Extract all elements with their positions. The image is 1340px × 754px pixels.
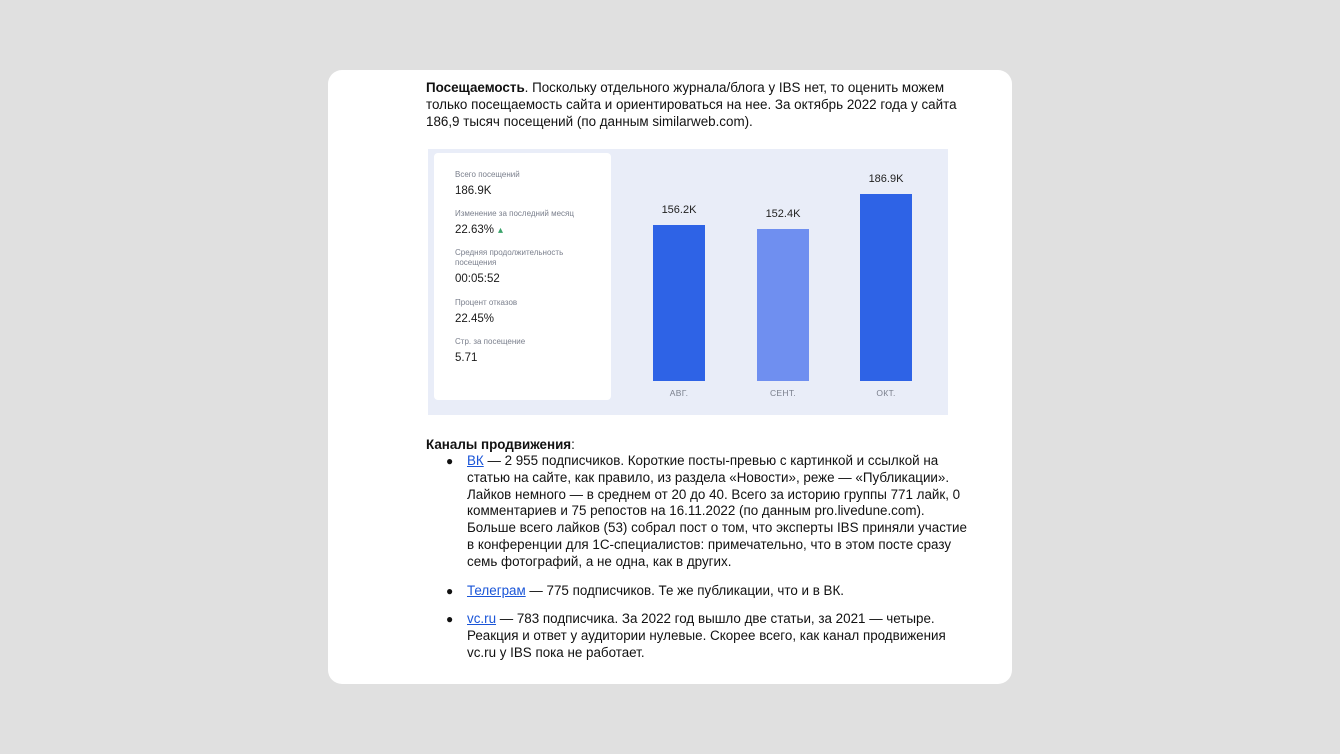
- stat-label: Средняя продолжительность посещения: [455, 248, 564, 267]
- list-item-text: — 775 подписчиков. Те же публикации, что и в ВК.: [525, 582, 845, 598]
- stat-value: 00:05:52: [455, 273, 500, 285]
- channels-list: [426, 453, 971, 674]
- vcru-link[interactable]: vc.ru: [467, 611, 497, 627]
- intro-text: . Поскольку отдельного журнала/блога у IBS нет, то оценить можем только посещаемость сайта и ориентироваться на нее. За октябрь 2022 года у сайта 186,9 тысяч посещений (по данным similarweb.com).: [426, 80, 957, 129]
- stat-label: Стр. за посещение: [455, 337, 526, 346]
- bullet-icon: ●: [446, 612, 454, 627]
- bar-value-label: 156.2K: [661, 203, 697, 216]
- vk-link[interactable]: ВК: [467, 453, 484, 468]
- stat-label: Изменение за последний месяц: [455, 209, 574, 218]
- list-item-text: — 783 подписчика. За 2022 год вышло две статьи, за 2021 — четыре. Реакция и ответ у аудитории нулевые. Скорее всего, как канал продвижения vc.ru у IBS пока не работает.: [467, 611, 946, 660]
- bullet-icon: ●: [446, 454, 454, 468]
- x-tick-label: СЕНТ.: [769, 388, 797, 398]
- bar-1: [757, 229, 809, 381]
- x-tick-label: АВГ.: [669, 388, 689, 398]
- stat-value: 22.63%: [455, 224, 495, 236]
- stat-label: Всего посещений: [455, 170, 520, 179]
- bar-value-label: 186.9K: [868, 173, 904, 186]
- document-card: [328, 70, 1012, 684]
- stat-pages-per-visit: [455, 337, 525, 365]
- stat-total-visits: [455, 170, 520, 198]
- bullet-icon: ●: [446, 583, 454, 598]
- x-tick-label: ОКТ.: [876, 388, 896, 398]
- intro-heading: Посещаемость: [426, 80, 525, 95]
- stats-panel: [434, 153, 611, 400]
- list-item: [426, 583, 971, 600]
- traffic-chart-image: [428, 149, 948, 415]
- channels-heading-line: [426, 437, 966, 454]
- channels-heading: Каналы продвижения: [426, 437, 572, 452]
- stat-value: 22.45%: [455, 313, 495, 325]
- bar-value-label: 152.4K: [765, 207, 801, 220]
- list-item-text: — 2 955 подписчиков. Короткие посты-превью с картинкой и ссылкой на статью на сайте, как правило, из раздела «Новости», реже — «Публикации». Лайков немного — в среднем от 20 до 40. Всего за историю группы 771 лайк, 0 комментариев и 75 репостов на 16.11.2022 (по данным pro.livedune.com). Больше всего лайков (53) собрал пост о том, что эксперты IBS приняли участие в конференции для 1С-специалистов: примечательно, что в этом посте сразу семь фотографий, а не одна, как в других.: [467, 453, 967, 569]
- stat-value: 186.9K: [455, 185, 492, 197]
- intro-paragraph: [426, 80, 966, 130]
- stat-monthly-change: [455, 209, 574, 238]
- bar-0: [653, 225, 705, 381]
- list-item: [426, 453, 971, 571]
- stat-value: 5.71: [455, 352, 478, 364]
- channels-colon: :: [571, 437, 575, 452]
- list-item: [426, 611, 971, 661]
- bar-2: [860, 194, 912, 381]
- arrow-up-icon: ▴: [498, 225, 504, 236]
- stat-bounce-rate: [455, 298, 517, 326]
- stat-avg-duration: [455, 248, 595, 286]
- stat-value-row: [455, 223, 574, 238]
- stat-label: Процент отказов: [455, 298, 518, 307]
- telegram-link[interactable]: Телеграм: [467, 582, 526, 598]
